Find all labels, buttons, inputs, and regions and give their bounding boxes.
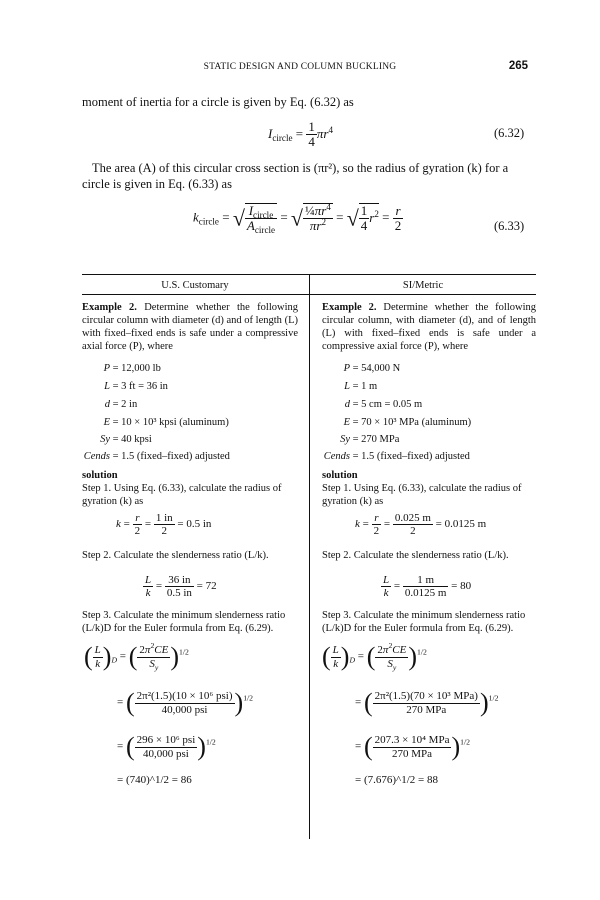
us-step2-equation: $\frac{L}{k}$ = $\frac{36 in}{0.5 in}$ = 72 [145, 574, 217, 600]
equation-number-6-32: (6.32) [494, 126, 525, 140]
us-step3-result: = (740)^1/2 = 86 [117, 774, 192, 786]
us-solution-label: solution [82, 470, 118, 481]
us-column-header: U.S. Customary [161, 280, 229, 291]
us-given-row: E = 10 × 10³ kpsi (aluminum) [103, 417, 229, 428]
si-given-row: L = 1 m [344, 381, 378, 392]
equation-6-33: $k_{circle}$ = √ $\frac{I_{circle}}{A_{circle}}$ = √ $\frac{\frac{1}{4}\pi r^4}{\pi r^2}$ = √ $\frac{1}{4}$ $r^2$ = $\frac{r}{2}$ [193, 202, 402, 236]
equation-number-6-33: (6.33) [494, 219, 525, 233]
si-given-row: P = 54,000 N [343, 363, 401, 374]
si-column-header: SI/Metric [402, 280, 444, 291]
us-given-row: Sy = 40 kpsi [100, 434, 152, 445]
equation-6-32: $I_{circle}$ = $\frac{1}{4}$ $\pi r^4$ [268, 119, 334, 150]
si-step3-euler-formula: ( $\frac{L}{k}$ )$_D$ = ( $\frac{2\pi^2CE}{S_y}$ )$^{1/2}$ [322, 641, 427, 672]
si-step2-equation: $\frac{L}{k}$ = $\frac{1 m}{0.0125 m}$ = 80 [383, 574, 472, 600]
si-given-row: d = 5 cm = 0.05 m [344, 399, 423, 410]
us-given-row: P = 12,000 lb [103, 363, 161, 374]
si-solution-label: solution [322, 470, 358, 481]
us-step3-text: Step 3. Calculate the minimum slenderness ratio (L/k)D for the Euler formula from Eq. (6.29). [82, 610, 286, 634]
si-given-row: Cends = 1.5 (fixed–fixed) adjusted [323, 451, 470, 462]
si-given-row: Sy = 270 MPa [340, 434, 400, 445]
si-example-paragraph: Example 2. Determine whether the following circular column, with diameter (d), and of length (L) with fixed–fixed ends is safe under a compressive axial force (P), where [322, 302, 537, 352]
us-step1-equation: k = $\frac{r}{2}$ = $\frac{1 in}{2}$ = 0.5 in [116, 512, 212, 538]
intro-paragraph: The area (A) of this circular cross section is (πr²), so the radius of gyration (k) for a circle is given in Eq. (6.33) as [82, 161, 509, 191]
si-step3-simplification: = ( $\frac{\text{207.3 × 10⁴ MPa}}{\text{270 MPa}}$ )$^{1/2}$ [355, 732, 470, 761]
page-number: 265 [508, 60, 528, 72]
us-step1-text: Step 1. Using Eq. (6.33), calculate the radius of gyration (k) as [82, 483, 282, 507]
si-step3-result: = (7.676)^1/2 = 88 [355, 774, 438, 786]
intro-line: moment of inertia for a circle is given by Eq. (6.32) as [82, 95, 354, 109]
si-step3-text: Step 3. Calculate the minimum slenderness ratio (L/k)D for the Euler formula from Eq. (6.29). [322, 610, 526, 634]
si-step2-text: Step 2. Calculate the slenderness ratio (L/k). [322, 550, 509, 561]
us-example-paragraph: Example 2. Determine whether the following circular column with diameter (d) and of length (L) with fixed–fixed ends is safe under a compressive axial force (P), where [82, 302, 299, 352]
column-divider [309, 274, 310, 839]
us-step3-simplification: = ( $\frac{\text{296 × 10⁶ psi}}{\text{40,000 psi}}$ )$^{1/2}$ [117, 732, 216, 761]
us-given-row: Cends = 1.5 (fixed–fixed) adjusted [83, 451, 230, 462]
us-step3-substitution: = ( $\frac{\text{2π²(1.5)(10 × 10⁶ psi)}}{\text{40,000 psi}}$ )$^{1/2}$ [117, 688, 254, 717]
si-given-row: E = 70 × 10³ MPa (aluminum) [343, 417, 472, 428]
us-step2-text: Step 2. Calculate the slenderness ratio (L/k). [82, 550, 269, 561]
us-step3-euler-formula: ( $\frac{L}{k}$ )$_D$ = ( $\frac{2\pi^2CE}{S_y}$ )$^{1/2}$ [84, 641, 189, 672]
si-step1-equation: k = $\frac{r}{2}$ = $\frac{0.025 m}{2}$ = 0.0125 m [355, 512, 487, 538]
running-title: STATIC DESIGN AND COLUMN BUCKLING [203, 62, 397, 72]
us-given-row: d = 2 in [104, 399, 138, 410]
si-step1-text: Step 1. Using Eq. (6.33), calculate the radius of gyration (k) as [322, 483, 522, 507]
si-step3-substitution: = ( $\frac{\text{2π²(1.5)(70 × 10³ MPa)}}{\text{270 MPa}}$ )$^{1/2}$ [355, 688, 499, 717]
us-given-row: L = 3 ft = 36 in [104, 381, 168, 392]
